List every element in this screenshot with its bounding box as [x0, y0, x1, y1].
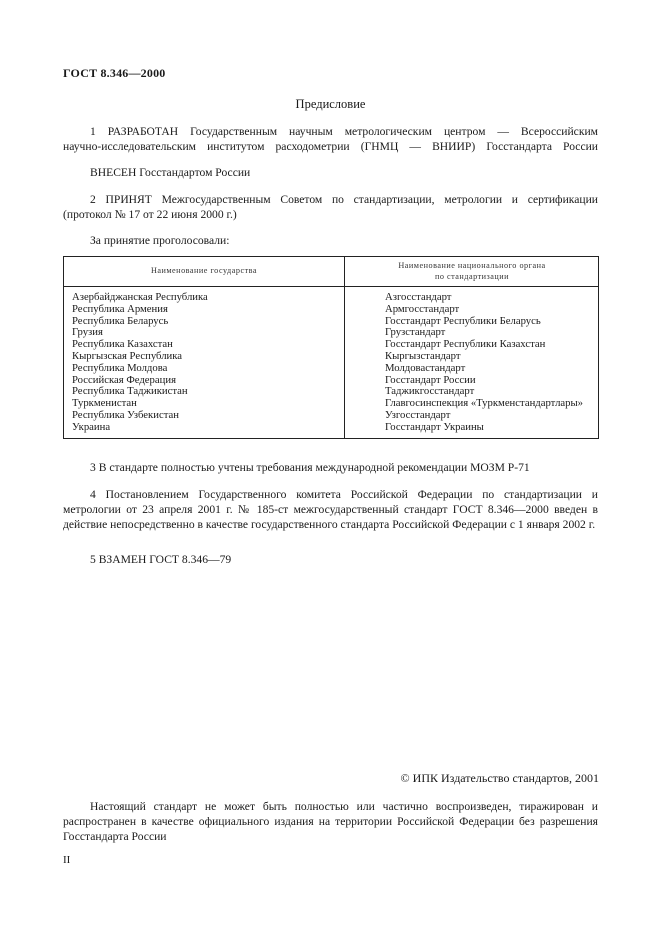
table-cell-state: Кыргызская Республика [72, 349, 183, 362]
table-cell-state: Республика Армения [72, 302, 168, 315]
adopted-line-1: 2 ПРИНЯТ Межгосударственным Советом по стандартизации, метрологии и сертификации [90, 193, 598, 206]
table-column-divider [344, 257, 345, 438]
page-number: II [63, 854, 71, 866]
document-code: ГОСТ 8.346—2000 [63, 66, 166, 80]
table-cell-state: Украина [72, 420, 111, 433]
table-cell-body: Госстандарт Украины [385, 420, 484, 433]
bodies-column [385, 292, 583, 434]
voted-paragraph: За принятие проголосовали: [90, 234, 230, 247]
table-cell-body: Госстандарт России [385, 373, 476, 386]
table-cell-state: Республика Узбекистан [72, 408, 179, 421]
developed-by-paragraph [63, 124, 598, 154]
requirements-paragraph: 3 В стандарте полностью учтены требования международной рекомендации МОЗМ Р-71 [90, 461, 530, 474]
table-cell-body: Армгосстандарт [385, 302, 460, 315]
preface-title: Предисловие [295, 97, 366, 111]
developed-by-line-1: 1 РАЗРАБОТАН Государственным научным метрологическим центром — Всероссийским [90, 125, 598, 138]
states-column [72, 292, 208, 434]
adopted-line-2: (протокол № 17 от 22 июня 2000 г.) [63, 208, 237, 221]
table-cell-state: Республика Молдова [72, 361, 168, 374]
developed-by-line-2: научно-исследовательским институтом расходометрии (ГНМЦ — ВНИИР) Госстандарта России [63, 140, 598, 153]
replaces-paragraph: 5 ВЗАМЕН ГОСТ 8.346—79 [90, 553, 232, 566]
table-cell-body: Грузстандарт [385, 326, 446, 339]
table-cell-state: Республика Таджикистан [72, 385, 188, 398]
voting-table [63, 256, 599, 439]
table-cell-body: Узгосстандарт [385, 408, 451, 421]
table-cell-body: Азгосстандарт [385, 291, 452, 303]
table-header-body [345, 260, 599, 282]
table-header-body-line-1: Наименование национального органа [398, 261, 546, 270]
reproduction-notice: Настоящий стандарт не может быть полностью или частично воспроизведен, тиражирован и распространен в качестве официального издания на территории Российской Федерации без разрешения Госстандарта России [63, 800, 598, 843]
table-cell-state: Республика Беларусь [72, 314, 169, 327]
table-cell-state: Грузия [72, 326, 103, 339]
table-cell-body: Кыргызстандарт [385, 349, 461, 362]
table-header-divider [64, 286, 598, 287]
table-cell-state: Азербайджанская Республика [72, 291, 208, 303]
table-cell-body: Госстандарт Республики Казахстан [385, 338, 546, 351]
introduced-by-paragraph: ВНЕСЕН Госстандартом России [90, 166, 251, 179]
table-cell-body: Таджикгосстандарт [385, 385, 475, 398]
table-header-body-line-2: по стандартизации [434, 272, 510, 281]
table-cell-state: Российская Федерация [72, 373, 176, 386]
decree-paragraph: 4 Постановлением Государственного комитета Российской Федерации по стандартизации и метрологии от 23 апреля 2001 г. № 185-ст межгосударственный стандарт ГОСТ 8.346—2000 введен в действие непосредственно в качестве государственного стандарта Российской Федерации с 1 января 2002 г. [63, 488, 598, 531]
table-header-state: Наименование государства [150, 266, 258, 275]
table-cell-state: Республика Казахстан [72, 338, 173, 351]
table-cell-body: Главгосинспекция «Туркменстандартлары» [385, 397, 584, 410]
table-cell-body: Молдовастандарт [385, 361, 466, 374]
table-cell-state: Туркменистан [72, 397, 137, 410]
copyright-notice: © ИПК Издательство стандартов, 2001 [400, 771, 599, 785]
adopted-paragraph [63, 192, 598, 222]
table-cell-body: Госстандарт Республики Беларусь [385, 314, 541, 327]
